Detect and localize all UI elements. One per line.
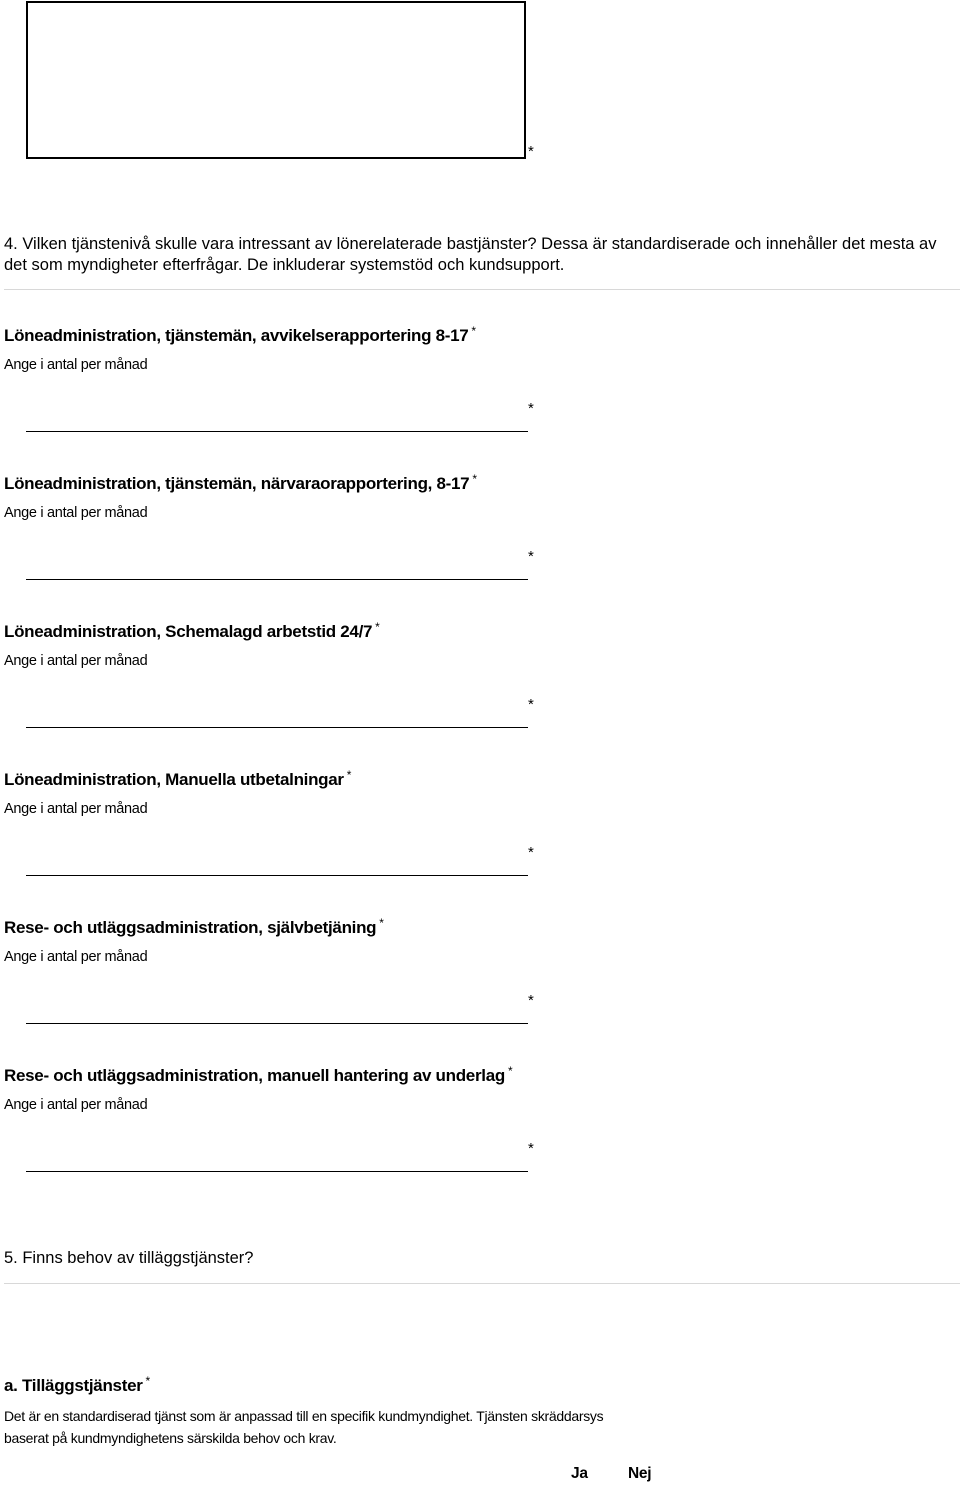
- item-hint-4: Ange i antal per månad: [4, 801, 148, 817]
- previous-answer-textarea[interactable]: [26, 1, 526, 159]
- sub-question-a-description: Det är en standardiserad tjänst som är anpassad till en specifik kundmyndighet. Tjänsten skräddarsys baserat på kundmyndighetens särskilda behov och krav.: [4, 1408, 604, 1446]
- item-hint-5: Ange i antal per månad: [4, 949, 148, 965]
- item-hint-2: Ange i antal per månad: [4, 505, 148, 521]
- item-label-2: Löneadministration, tjänstemän, närvaraorapportering, 8-17 *: [4, 472, 477, 493]
- divider: [4, 289, 960, 290]
- item-label-5: Rese- och utläggsadministration, självbetjäning *: [4, 916, 384, 937]
- required-mark: *: [528, 143, 534, 160]
- item-hint-3: Ange i antal per månad: [4, 653, 148, 669]
- item-input-6[interactable]: [26, 1151, 528, 1172]
- item-required-4: *: [528, 844, 534, 861]
- item-input-5[interactable]: [26, 1003, 528, 1024]
- item-input-2[interactable]: [26, 559, 528, 580]
- option-ja-header: Ja: [571, 1465, 588, 1482]
- option-nej-header: Nej: [628, 1465, 652, 1482]
- divider: [4, 1283, 960, 1284]
- item-required-5: *: [528, 992, 534, 1009]
- item-input-4[interactable]: [26, 855, 528, 876]
- sub-question-a-label: a. Tilläggstjänster *: [4, 1374, 150, 1395]
- item-label-4: Löneadministration, Manuella utbetalningar *: [4, 768, 352, 789]
- item-required-3: *: [528, 696, 534, 713]
- item-hint-1: Ange i antal per månad: [4, 357, 148, 373]
- question-5-title: 5. Finns behov av tilläggstjänster?: [4, 1249, 254, 1267]
- item-required-2: *: [528, 548, 534, 565]
- item-label-1: Löneadministration, tjänstemän, avvikelserapportering 8-17 *: [4, 324, 476, 345]
- item-hint-6: Ange i antal per månad: [4, 1097, 148, 1113]
- question-4-title: 4. Vilken tjänstenivå skulle vara intressant av lönerelaterade bastjänster? Dessa är standardiserade och innehåller det mesta av det som myndigheter efterfrågar. De inkluderar systemstöd och kundsupport.: [4, 235, 937, 274]
- item-input-1[interactable]: [26, 411, 528, 432]
- item-label-6: Rese- och utläggsadministration, manuell hantering av underlag *: [4, 1064, 513, 1085]
- item-label-3: Löneadministration, Schemalagd arbetstid 24/7 *: [4, 620, 380, 641]
- item-input-3[interactable]: [26, 707, 528, 728]
- item-required-6: *: [528, 1140, 534, 1157]
- item-required-1: *: [528, 400, 534, 417]
